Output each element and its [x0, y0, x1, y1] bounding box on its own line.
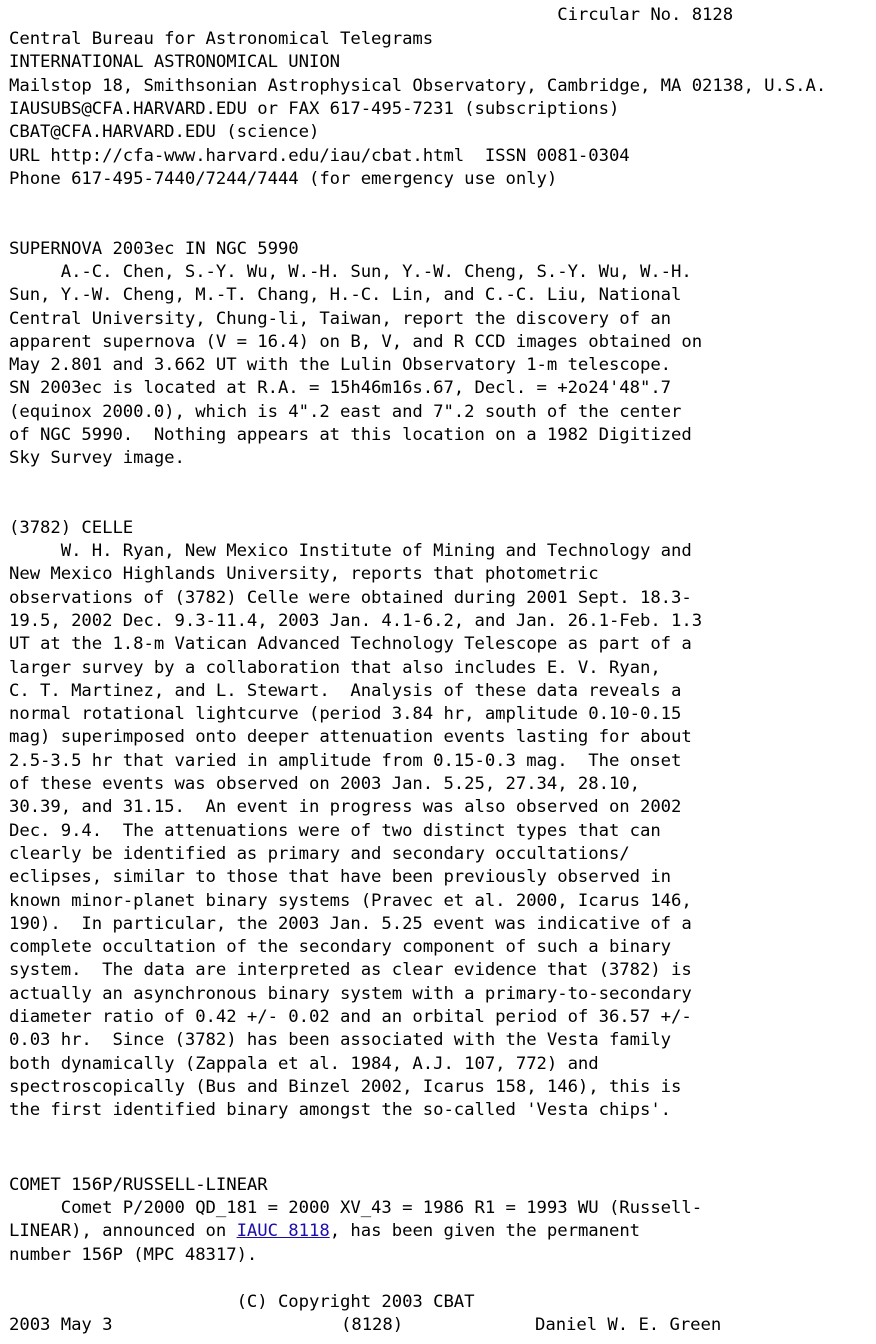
supernova-line: (equinox 2000.0), which is 4".2 east and 7".2 south of the center [9, 401, 682, 422]
celle-line: C. T. Martinez, and L. Stewart. Analysis of these data reveals a [9, 680, 682, 701]
section-title-supernova: SUPERNOVA 2003ec IN NGC 5990 [9, 239, 299, 259]
celle-line: mag) superimposed onto deeper attenuation events lasting for about [9, 727, 692, 748]
celle-line: clearly be identified as primary and secondary occultations/ [9, 843, 630, 864]
celle-line: New Mexico Highlands University, reports that photometric [9, 564, 599, 585]
celle-line: actually an asynchronous binary system with a primary-to-secondary [9, 983, 692, 1004]
celle-line: known minor-planet binary systems (Pravec et al. 2000, Icarus 146, [9, 890, 692, 911]
supernova-line: Sky Survey image. [9, 448, 185, 468]
celle-line: normal rotational lightcurve (period 3.84 hr, amplitude 0.10-0.15 [9, 704, 682, 725]
celle-line: 190). In particular, the 2003 Jan. 5.25 event was indicative of a [9, 913, 692, 934]
supernova-line: May 2.801 and 3.662 UT with the Lulin Observatory 1-m telescope. [9, 355, 672, 375]
celle-line: diameter ratio of 0.42 +/- 0.02 and an orbital period of 36.57 +/- [9, 1007, 692, 1027]
celle-line: 19.5, 2002 Dec. 9.3-11.4, 2003 Jan. 4.1-6.2, and Jan. 26.1-Feb. 1.3 [9, 610, 703, 631]
comet-line-2 [9, 1220, 640, 1243]
supernova-line: Sun, Y.-W. Cheng, M.-T. Chang, H.-C. Lin, and C.-C. Liu, National [9, 285, 682, 306]
celle-line: Dec. 9.4. The attenuations were of two distinct types that can [9, 820, 661, 841]
comet-line-1: Comet P/2000 QD_181 = 2000 XV_43 = 1986 R1 = 1993 WU (Russell- [9, 1198, 703, 1218]
footer-date: 2003 May 3 [9, 1315, 113, 1335]
celle-line: spectroscopically (Bus and Binzel 2002, Icarus 158, 146), this is [9, 1076, 682, 1097]
supernova-line: apparent supernova (V = 16.4) on B, V, and R CCD images obtained on [9, 331, 703, 352]
celle-line: observations of (3782) Celle were obtained during 2001 Sept. 18.3- [9, 587, 692, 608]
circular-number: Circular No. 8128 [9, 5, 734, 25]
footer-circular-number: (8128) [341, 1315, 404, 1335]
celle-line: the first identified binary amongst the so-called 'Vesta chips'. [9, 1100, 672, 1121]
supernova-line: A.-C. Chen, S.-Y. Wu, W.-H. Sun, Y.-W. Cheng, S.-Y. Wu, W.-H. [9, 262, 692, 282]
celle-line: system. The data are interpreted as clear evidence that (3782) is [9, 960, 692, 981]
celle-line: 2.5-3.5 hr that varied in amplitude from 0.15-0.3 mag. The onset [9, 750, 682, 771]
comet-line-3: number 156P (MPC 48317). [9, 1245, 258, 1265]
celle-line: both dynamically (Zappala et al. 1984, A.J. 107, 772) and [9, 1053, 599, 1074]
supernova-line: Central University, Chung-li, Taiwan, report the discovery of an [9, 308, 672, 329]
header-line-6: URL http://cfa-www.harvard.edu/iau/cbat.html ISSN 0081-0304 [9, 146, 630, 166]
celle-line: complete occultation of the secondary component of such a binary [9, 937, 672, 958]
header-line-5: CBAT@CFA.HARVARD.EDU (science) [9, 122, 320, 142]
comet-line-2-pre: LINEAR), announced on [9, 1221, 237, 1241]
celle-line: UT at the 1.8-m Vatican Advanced Technology Telescope as part of a [9, 634, 692, 655]
celle-line: 0.03 hr. Since (3782) has been associated with the Vesta family [9, 1030, 672, 1051]
celle-line: eclipses, similar to those that have been previously observed in [9, 867, 672, 888]
supernova-line: of NGC 5990. Nothing appears at this location on a 1982 Digitized [9, 424, 692, 445]
supernova-line: SN 2003ec is located at R.A. = 15h46m16s.67, Decl. = +2o24'48".7 [9, 378, 672, 399]
celle-line: of these events was observed on 2003 Jan. 5.25, 27.34, 28.10, [9, 774, 640, 794]
section-title-celle: (3782) CELLE [9, 518, 134, 538]
footer-editor: Daniel W. E. Green [535, 1315, 722, 1335]
section-title-comet: COMET 156P/RUSSELL-LINEAR [9, 1175, 268, 1195]
celle-line: 30.39, and 31.15. An event in progress was also observed on 2002 [9, 797, 682, 818]
header-line-3: Mailstop 18, Smithsonian Astrophysical Observatory, Cambridge, MA 02138, U.S.A. [9, 76, 827, 96]
header-line-4: IAUSUBS@CFA.HARVARD.EDU or FAX 617-495-7231 (subscriptions) [9, 99, 620, 119]
iauc-8118-link[interactable]: IAUC 8118 [236, 1221, 330, 1241]
celle-line: W. H. Ryan, New Mexico Institute of Mining and Technology and [9, 541, 692, 561]
celle-line: larger survey by a collaboration that also includes E. V. Ryan, [9, 657, 661, 678]
copyright-line: (C) Copyright 2003 CBAT [9, 1292, 475, 1312]
header-line-1: Central Bureau for Astronomical Telegrams [9, 29, 434, 49]
header-line-2: INTERNATIONAL ASTRONOMICAL UNION [9, 52, 341, 72]
comet-line-2-post: , has been given the permanent [329, 1221, 641, 1241]
header-line-7: Phone 617-495-7440/7244/7444 (for emergency use only) [9, 169, 558, 189]
